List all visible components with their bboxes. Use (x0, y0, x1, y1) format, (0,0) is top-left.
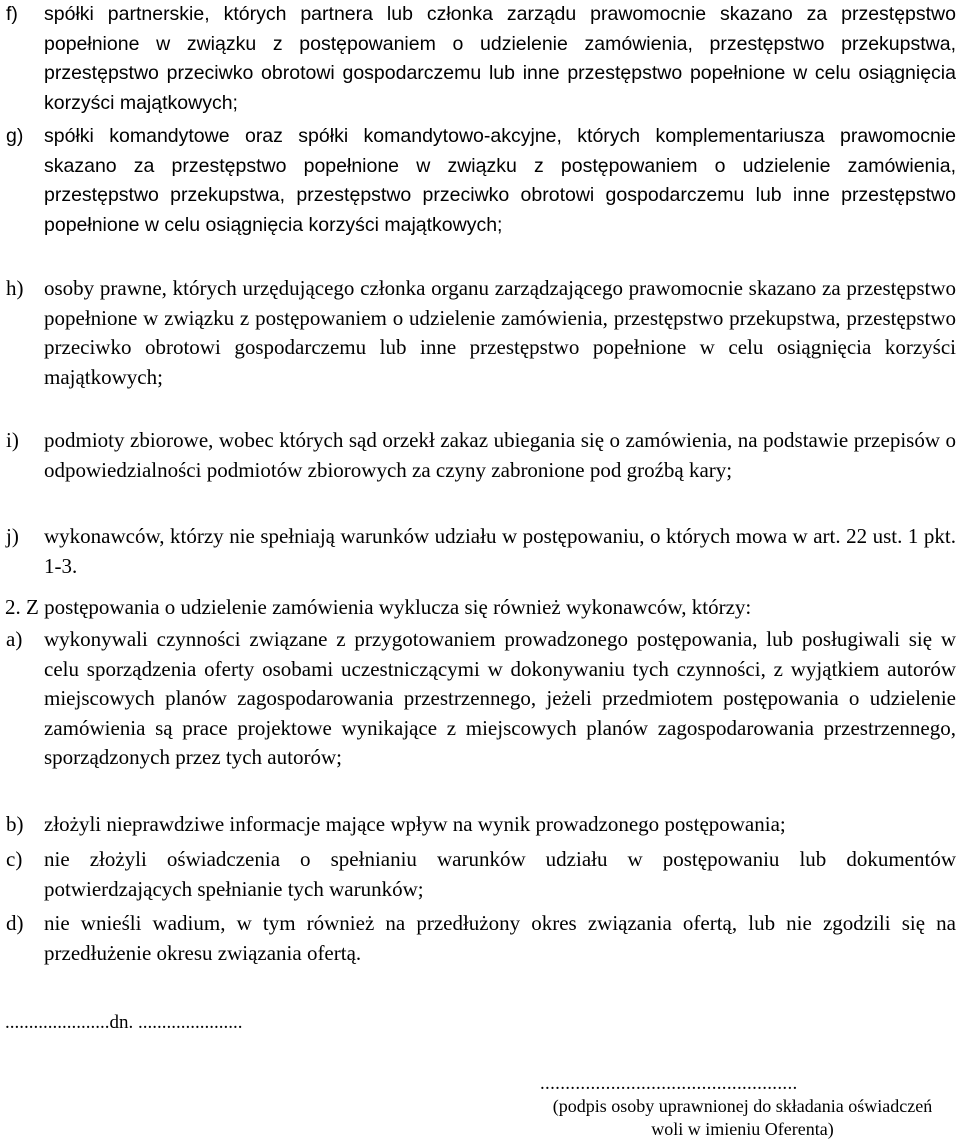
section-2-lead: 2. Z postępowania o udzielenie zamówienia wyklucza się również wykonawców, którzy: (5, 595, 752, 619)
list-item-b (0, 810, 956, 840)
list-marker: f) (6, 3, 18, 25)
list-item-c (0, 845, 956, 904)
list-item-text: wykonywali czynności związane z przygotowaniem prowadzonego postępowania, lub posługiwali się w celu sporządzenia oferty osobami uczestniczącymi w dokonywaniu tych czynności, z wyjątkiem autorów miejscowych planów zagospodarowania przestrzennego, jeżeli przedmiotem postępowania o udzielenie zamówienia są prace projektowe wynikające z miejscowych planów zagospodarowania przestrzennego, sporządzonych przez tych autorów; (44, 627, 956, 769)
list-marker: h) (6, 276, 24, 300)
list-item-text: nie wnieśli wadium, w tym również na przedłużony okres związania ofertą, lub nie zgodzili się na przedłużenie okresu związania ofertą. (44, 911, 956, 965)
list-item-f (0, 0, 956, 118)
list-item-text: złożyli nieprawdziwe informacje mające wpływ na wynik prowadzonego postępowania; (44, 812, 786, 836)
place-date-line: ......................dn. ...................... (5, 1012, 243, 1033)
list-marker: c) (6, 847, 23, 871)
list-marker: a) (6, 627, 23, 651)
list-item-g (0, 122, 956, 240)
list-item-text: osoby prawne, których urzędującego członka organu zarządzającego prawomocnie skazano za przestępstwo popełnione w związku z postępowaniem o udzielenie zamówienia, przestępstwo przekupstwa, przestępstwo przeciwko obrotowi gospodarczemu lub inne przestępstwo popełnione w celu osiągnięcia korzyści majątkowych; (44, 276, 956, 389)
list-marker: b) (6, 812, 24, 836)
list-item-h (0, 274, 956, 392)
list-marker: i) (6, 428, 19, 452)
signature-caption: (podpis osoby uprawnionej do składania oświadczeń woli w imieniu Oferenta) (552, 1096, 933, 1139)
list-marker: g) (6, 125, 24, 147)
signature-line: ................................................... (540, 1073, 798, 1094)
list-item-d (0, 909, 956, 968)
list-item-text: nie złożyli oświadczenia o spełnianiu warunków udziału w postępowaniu lub dokumentów potwierdzających spełnianie tych warunków; (44, 847, 956, 901)
list-item-i (0, 426, 956, 485)
list-item-a (0, 625, 956, 773)
list-item-text: podmioty zbiorowe, wobec których sąd orzekł zakaz ubiegania się o zamówienia, na podstawie przepisów o odpowiedzialności podmiotów zbiorowych za czyny zabronione pod groźbą kary; (44, 428, 956, 482)
list-item-j (0, 522, 956, 581)
list-item-text: spółki partnerskie, których partnera lub członka zarządu prawomocnie skazano za przestępstwo popełnione w związku z postępowaniem o udzielenie zamówienia, przestępstwo przekupstwa, przestępstwo przeciwko obrotowi gospodarczemu lub inne przestępstwo popełnione w celu osiągnięcia korzyści majątkowych; (44, 3, 956, 114)
list-item-text: wykonawców, którzy nie spełniają warunków udziału w postępowaniu, o których mowa w art. 22 ust. 1 pkt. 1-3. (44, 524, 956, 578)
list-item-text: spółki komandytowe oraz spółki komandytowo-akcyjne, których komplementariusza prawomocnie skazano za przestępstwo popełnione w związku z postępowaniem o udzielenie zamówienia, przestępstwo przekupstwa, przestępstwo przeciwko obrotowi gospodarczemu lub inne przestępstwo popełnione w celu osiągnięcia korzyści majątkowych; (44, 125, 956, 236)
list-marker: d) (6, 911, 24, 935)
list-marker: j) (6, 524, 19, 548)
